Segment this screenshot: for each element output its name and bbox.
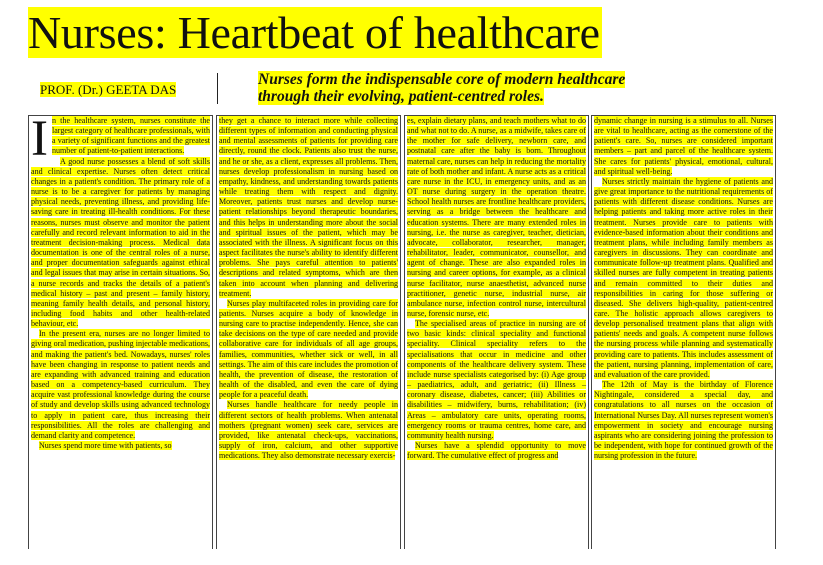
column-3 xyxy=(404,115,589,549)
column-2 xyxy=(216,115,401,549)
body-paragraph: dynamic change in nursing is a stimulus to all. Nurses are vital to healthcare, acting as the cornerstone of the patient's care. So, nurses are considered important members – part and parcel of the healthcare system. She cares for patients' physical, emotional, cultural, and spiritual well-being. xyxy=(594,116,773,176)
column-1 xyxy=(28,115,213,549)
body-paragraph: Nurses have a splendid opportunity to move forward. The cumulative effect of progress and xyxy=(407,441,586,461)
body-paragraph: Nurses play multifaceted roles in providing care for patients. Nurses acquire a body of knowledge in nursing care to practise independently. Hence, she can take decisions on the type of care needed and provide collaborative care for individuals of all age groups, families, communities, whether sick or well, in all settings. The aim of this care includes the promotion of health, the prevention of disease, the restoration of health of the disabled, and even the care of dying people for a peaceful death. xyxy=(219,298,398,400)
body-paragraph: Nurses spend more time with patients, so xyxy=(39,441,172,450)
author-byline: PROF. (Dr.) GEETA DAS xyxy=(40,82,177,97)
column-4 xyxy=(591,115,776,549)
byline-divider xyxy=(217,73,218,104)
article-title: Nurses: Heartbeat of healthcare xyxy=(28,7,600,58)
body-paragraph: In the present era, nurses are no longer limited to giving oral medication, pushing injectable medications, and making the patient's bed. Nowadays, nurses' roles have been changing in response to patient needs and are expanding with advanced training and education based on a competency-based curriculum. They acquire vast professional knowledge during the course of study and develop skills using advanced technology to apply in patient care, thus increasing their responsibilities. All the roles are challenging and demand clarity and competence. xyxy=(31,329,210,440)
article-body xyxy=(28,115,776,551)
body-paragraph: Nurses strictly maintain the hygiene of patients and give great importance to the nutritional requirements of patients with different disease conditions. Nurses are helping patients and taking more active roles in their treatment. Nurses provide care to patients with evidence-based information about their conditions and treatment plans, while including family members as caregivers in discussions. They can coordinate and communicate follow-up treatment plans. Qualified and skilled nurses are fully competent in treating patients and remain committed to their duties and responsibilities in caring for those suffering or diseased. She delivers high-quality, patient-centred care. The holistic approach allows caregivers to develop personalised treatment plans that align with patients' needs and goals. A competent nurse follows the nursing process while planning and systematically providing care to patients. This includes assessment of the patient, nursing planning, implementation of care, and evaluation of the care provided. xyxy=(594,176,773,379)
body-paragraph: Nurses handle healthcare for needy people in different sectors of health problems. When antenatal mothers (pregnant women) seek care, services are provided, like antenatal check-ups, vaccinations, supply of iron, calcium, and other supportive medications. They also demonstrate necessary exercis- xyxy=(219,400,398,461)
body-paragraph: The specialised areas of practice in nursing are of two basic kinds: clinical speciality and functional speciality. Clinical speciality refers to the specialisations that occur in medicine and other components of the healthcare delivery system. These include nurse specialists categorised by: (i) Age group – paediatrics, adult, and geriatric; (ii) Illness – coronary disease, diabetes, cancer; (iii) Abilities or disabilities – midwifery, burns, rehabilitation; (iv) Areas – ambulatory care units, operating rooms, emergency rooms or trauma centres, home care, and community health nursing. xyxy=(407,319,586,440)
drop-cap: I xyxy=(31,115,48,167)
body-paragraph: they get a chance to interact more while collecting different types of information and conducting physical and mental assessments of patients for providing care directly, round the clock. Patients also trust the nurse, and he or she, as a client, expresses all problems. Then, nurses develop professionalism in nursing based on empathy, kindness, and understanding towards patients while treating them with respect and dignity. Moreover, patients trust nurses and develop nurse-patient relationships beyond therapeutic boundaries, and this helps in understanding more about the social and spiritual issues of the patient, which may be associated with the illness. A significant focus on this aspect facilitates the nurse's ability to identify different problems. She pays careful attention to patients' descriptions and related symptoms, which are then taken into account when planning and delivering treatment. xyxy=(219,116,398,298)
body-paragraph: In the healthcare system, nurses constitute the largest category of healthcare professionals, with a variety of significant functions and the greatest number of patient-to-patient interactions. xyxy=(31,115,210,167)
body-paragraph: es, explain dietary plans, and teach mothers what to do and what not to do. A nurse, as a midwife, takes care of the mother for safe delivery, newborn care, and postnatal care after the baby is born. Throughout maternal care, nurses can help in reducing the mortality rate of both mother and infant. A nurse acts as a critical care nurse in the ICU, in emergency units, and as an OT nurse during surgery in the operation theatre. School health nurses are frontline healthcare providers, serving as a bridge between the healthcare and education systems. There are many extended roles in nursing, i.e. the nurse as caregiver, teacher, dietician, advocate, collaborator, researcher, manager, rehabilitator, leader, communicator, counsellor, and agent of change. These are also expanded roles in nursing and career options, for example, as a clinical nurse facilitator, nurse anaesthetist, advanced nurse practitioner, genetic nurse, industrial nurse, air ambulance nurse, infection control nurse, intercultural nurse, forensic nurse, etc. xyxy=(407,116,586,318)
body-paragraph: A good nurse possesses a blend of soft skills and clinical expertise. Nurses often detect critical changes in a patient's condition. The primary role of a nurse is to be a caregiver for patients by managing physical needs, preventing illness, and providing life-saving care in treating ill-health conditions. For these reasons, nurses must observe and monitor the patient carefully and record relevant information to aid in the treatment decision-making process. Medical data documentation is one of the central roles of a nurse, and proper documentation safeguards against ethical and legal issues that may arise in certain situations. So, a nurse records and tracks the details of a patient's medical history – past and present – family history, meaning family health details, and personal history, including food habits and other health-related behaviour, etc. xyxy=(31,156,210,329)
body-paragraph: The 12th of May is the birthday of Florence Nightingale, considered a special day, and congratulations to all nurses on the occasion of International Nurses Day. All nurses represent women's empowerment in society and encourage nursing aspirants who are considering joining the profession to be independent, with hope for continued growth of the nursing profession in the future. xyxy=(594,380,773,461)
article-deck: Nurses form the indispensable core of modern healthcare through their evolving, patient-centred roles. xyxy=(258,71,626,105)
